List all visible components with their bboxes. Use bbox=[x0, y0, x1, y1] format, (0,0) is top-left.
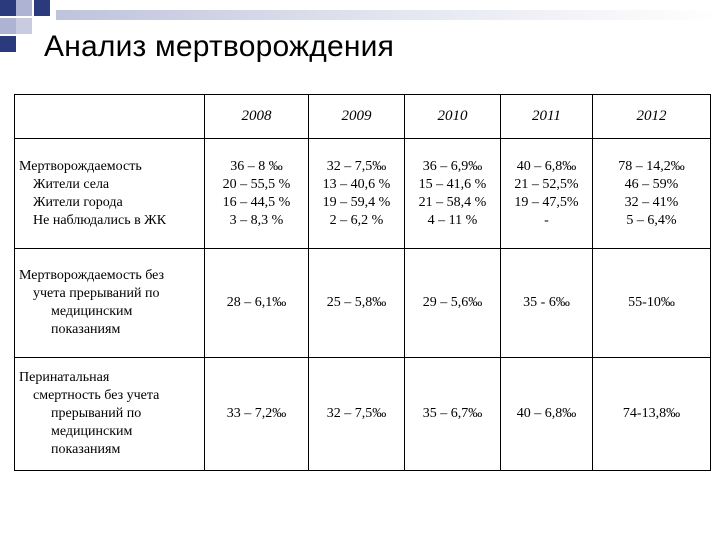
table-cell: 32 – 7,5‰ bbox=[309, 358, 405, 471]
year-header: 2012 bbox=[593, 95, 711, 139]
cell-line: 19 – 47,5% bbox=[514, 194, 579, 210]
table-cell: 25 – 5,8‰ bbox=[309, 249, 405, 358]
row-label-line: Не наблюдались в ЖК bbox=[33, 212, 167, 228]
cell-line: 46 – 59% bbox=[624, 176, 679, 192]
table-cell: 40 – 6,8‰ bbox=[501, 358, 593, 471]
deco-square-dark bbox=[0, 36, 16, 52]
table-row bbox=[15, 358, 711, 471]
deco-square-light bbox=[16, 0, 32, 16]
cell-line: 40 – 6,8‰ bbox=[516, 158, 577, 174]
table-header-row bbox=[15, 95, 711, 139]
row-label-line: Жители села bbox=[33, 176, 110, 192]
table-cell: 35 – 6,7‰ bbox=[405, 358, 501, 471]
cell-line: 16 – 44,5 % bbox=[222, 194, 291, 210]
row-label bbox=[15, 139, 205, 249]
deco-square-light bbox=[0, 18, 16, 34]
row-label-line: Перинатальная bbox=[19, 370, 110, 385]
row-label-line: прерываний по bbox=[51, 406, 142, 421]
table-cell bbox=[205, 139, 309, 249]
cell-line: 21 – 58,4 % bbox=[418, 194, 487, 210]
year-header: 2011 bbox=[501, 95, 593, 139]
table-cell: 33 – 7,2‰ bbox=[205, 358, 309, 471]
row-label-line: учета прерываний по bbox=[33, 286, 160, 301]
header-empty-cell bbox=[15, 95, 205, 139]
cell-line: 20 – 55,5 % bbox=[222, 176, 291, 192]
table-cell bbox=[593, 139, 711, 249]
table-cell: 35 - 6‰ bbox=[501, 249, 593, 358]
row-label-line: показаниям bbox=[51, 322, 121, 337]
table-cell: 55-10‰ bbox=[593, 249, 711, 358]
cell-line: 19 – 59,4 % bbox=[322, 194, 391, 210]
row-label-line: Мертворождаемость bbox=[19, 158, 142, 174]
table-cell bbox=[405, 139, 501, 249]
cell-line: 4 – 11 % bbox=[427, 212, 478, 228]
year-header: 2008 bbox=[205, 95, 309, 139]
cell-line: 15 – 41,6 % bbox=[418, 176, 487, 192]
year-header: 2010 bbox=[405, 95, 501, 139]
cell-line: 32 – 41% bbox=[624, 194, 679, 210]
cell-line: - bbox=[544, 212, 549, 228]
row-label-line: показаниям bbox=[51, 442, 121, 457]
cell-line: 2 – 6,2 % bbox=[329, 212, 384, 228]
row-label-line: смертность без учета bbox=[33, 388, 160, 403]
row-label bbox=[15, 249, 205, 358]
table-cell bbox=[501, 139, 593, 249]
table-cell: 28 – 6,1‰ bbox=[205, 249, 309, 358]
cell-line: 78 – 14,2‰ bbox=[618, 158, 685, 174]
deco-square-dark bbox=[34, 0, 50, 16]
row-label-line: Жители города bbox=[33, 194, 123, 210]
page-title: Анализ мертворождения bbox=[44, 30, 395, 63]
cell-line: 36 – 8 ‰ bbox=[230, 158, 283, 174]
row-label bbox=[15, 358, 205, 471]
table-cell: 29 – 5,6‰ bbox=[405, 249, 501, 358]
row-label-line: медицинским bbox=[51, 304, 133, 319]
cell-line: 21 – 52,5% bbox=[514, 176, 579, 192]
table-row bbox=[15, 249, 711, 358]
year-header: 2009 bbox=[309, 95, 405, 139]
stillbirth-analysis-table bbox=[14, 94, 711, 471]
deco-square-pale bbox=[16, 18, 32, 34]
table-cell bbox=[309, 139, 405, 249]
cell-line: 32 – 7,5‰ bbox=[326, 158, 387, 174]
deco-square-dark bbox=[0, 0, 16, 16]
row-label-line: медицинским bbox=[51, 424, 133, 439]
row-label-line: Мертворождаемость без bbox=[19, 268, 165, 283]
cell-line: 5 – 6,4% bbox=[626, 212, 677, 228]
table-cell: 74-13,8‰ bbox=[593, 358, 711, 471]
cell-line: 36 – 6,9‰ bbox=[422, 158, 483, 174]
header-gradient-bar bbox=[56, 10, 720, 20]
cell-line: 3 – 8,3 % bbox=[229, 212, 284, 228]
table-row bbox=[15, 139, 711, 249]
cell-line: 13 – 40,6 % bbox=[322, 176, 391, 192]
